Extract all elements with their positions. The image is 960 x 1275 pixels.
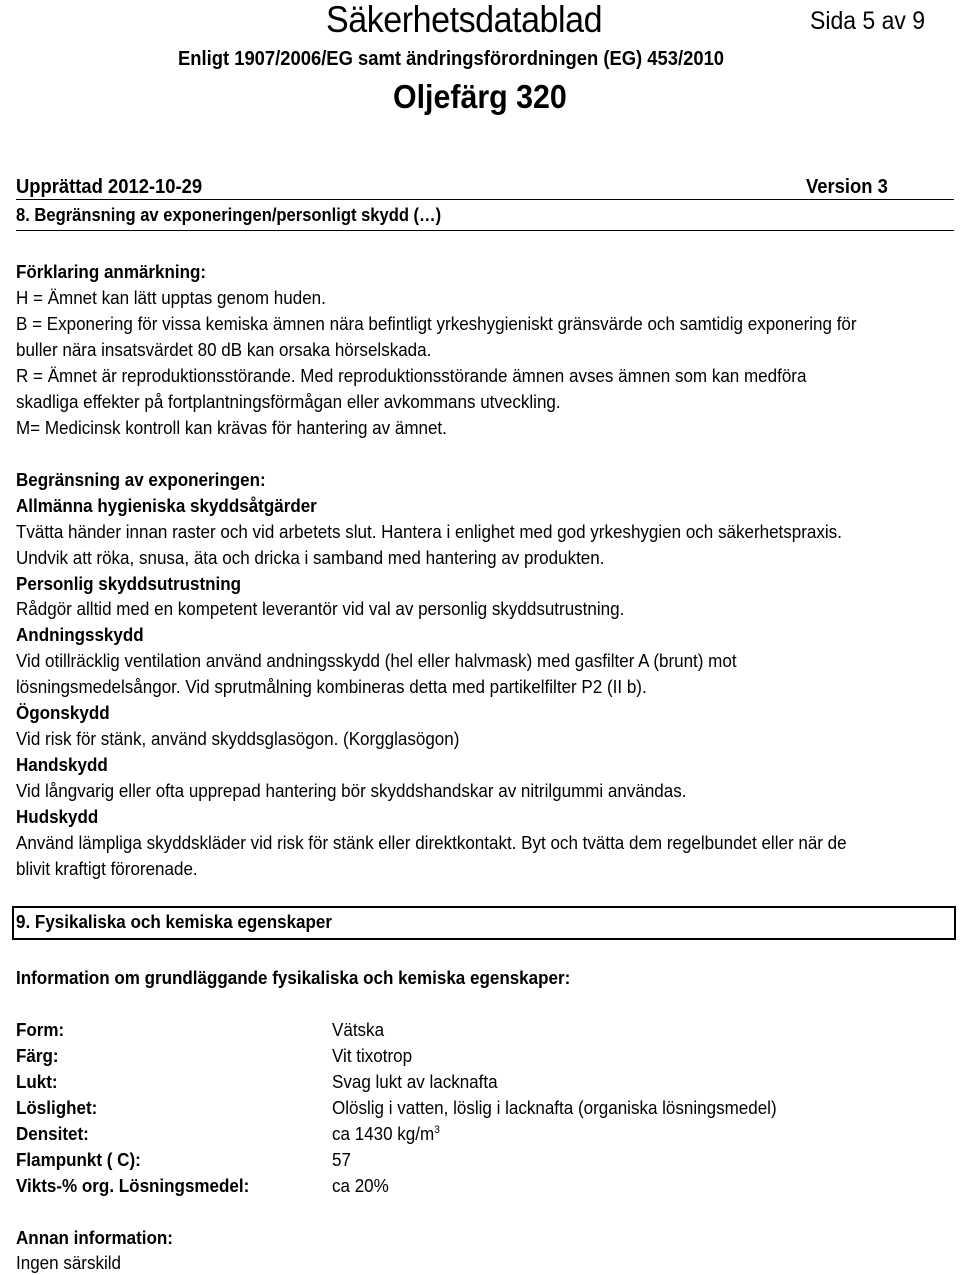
skin-heading: Hudskydd [16,806,99,827]
property-label-density: Densitet: [16,1123,89,1144]
property-value-solvent-content: ca 20% [332,1175,389,1196]
density-value-text: ca 1430 kg/m [332,1123,435,1144]
hygiene-line: Tvätta händer innan raster och vid arbetets slut. Hantera i enlighet med god yrkeshygien och säkerhetspraxis. [16,521,842,542]
explanation-line: skadliga effekter på fortplantningsförmågan eller avkommans utveckling. [16,391,561,412]
explanation-line: M= Medicinsk kontroll kan krävas för hantering av ämnet. [16,417,447,438]
other-info-value: Ingen särskild [16,1252,122,1273]
ppe-line: Rådgör alltid med en kompetent leverantör vid val av personlig skyddsutrustning. [16,598,625,619]
property-value-flashpoint: 57 [332,1149,351,1170]
version-label: Version 3 [806,176,888,198]
property-label-solubility: Löslighet: [16,1097,98,1118]
product-name: Oljefärg 320 [393,78,567,115]
property-label-solvent-content: Vikts-% org. Lösningsmedel: [16,1175,250,1196]
property-label-form: Form: [16,1019,65,1040]
respiratory-line: lösningsmedelsångor. Vid sprutmålning kombineras detta med partikelfilter P2 (II b). [16,676,647,697]
respiratory-line: Vid otillräcklig ventilation använd andningsskydd (hel eller halvmask) med gasfilter A (brunt) mot [16,650,737,671]
regulation-line: Enligt 1907/2006/EG samt ändringsförordningen (EG) 453/2010 [178,48,725,70]
hand-line: Vid långvarig eller ofta upprepad hantering bör skyddshandskar av nitrilgummi användas. [16,780,687,801]
section-8-title: 8. Begränsning av exponeringen/personligt skydd (…) [16,205,442,225]
hand-heading: Handskydd [16,754,108,775]
eye-line: Vid risk för stänk, använd skyddsglasögon. (Korgglasögon) [16,728,460,749]
properties-info-heading: Information om grundläggande fysikaliska och kemiska egenskaper: [16,967,571,988]
explanation-line: R = Ämnet är reproduktionsstörande. Med reproduktionsstörande ämnen avses ämnen som kan medföra [16,365,807,386]
property-label-color: Färg: [16,1045,59,1066]
ppe-heading: Personlig skyddsutrustning [16,573,242,594]
page-number: Sida 5 av 9 [810,7,926,35]
explanation-line: B = Exponering för vissa kemiska ämnen nära befintligt yrkeshygieniskt gränsvärde och samtidig exponering för [16,313,857,334]
other-info-heading: Annan information: [16,1227,173,1248]
explanation-heading: Förklaring anmärkning: [16,261,207,282]
explanation-line: H = Ämnet kan lätt upptas genom huden. [16,287,326,308]
limitation-heading: Begränsning av exponeringen: [16,469,266,490]
skin-line: Använd lämpliga skyddskläder vid risk för stänk eller direktkontakt. Byt och tvätta dem regelbundet eller när de [16,832,847,853]
hygiene-heading: Allmänna hygieniska skyddsåtgärder [16,495,317,516]
created-date: Upprättad 2012-10-29 [16,176,203,198]
respiratory-heading: Andningsskydd [16,624,144,645]
eye-heading: Ögonskydd [16,702,110,723]
density-unit-superscript: 3 [434,1124,440,1136]
skin-line: blivit kraftigt förorenade. [16,858,198,879]
property-value-density [332,1122,440,1146]
property-label-flashpoint: Flampunkt ( C): [16,1149,141,1170]
section-9-title: 9. Fysikaliska och kemiska egenskaper [16,911,333,932]
property-value-color: Vit tixotrop [332,1045,413,1066]
document-title: Säkerhetsdatablad [326,0,603,40]
property-value-form: Vätska [332,1019,385,1040]
explanation-line: buller nära insatsvärdet 80 dB kan orsaka hörselskada. [16,339,432,360]
property-label-odor: Lukt: [16,1071,58,1092]
hygiene-line: Undvik att röka, snusa, äta och dricka i samband med hantering av produkten. [16,547,605,568]
property-value-odor: Svag lukt av lacknafta [332,1071,498,1092]
property-value-solubility: Olöslig i vatten, löslig i lacknafta (organiska lösningsmedel) [332,1097,777,1118]
header-divider [16,199,954,200]
section-8-divider [16,230,954,231]
